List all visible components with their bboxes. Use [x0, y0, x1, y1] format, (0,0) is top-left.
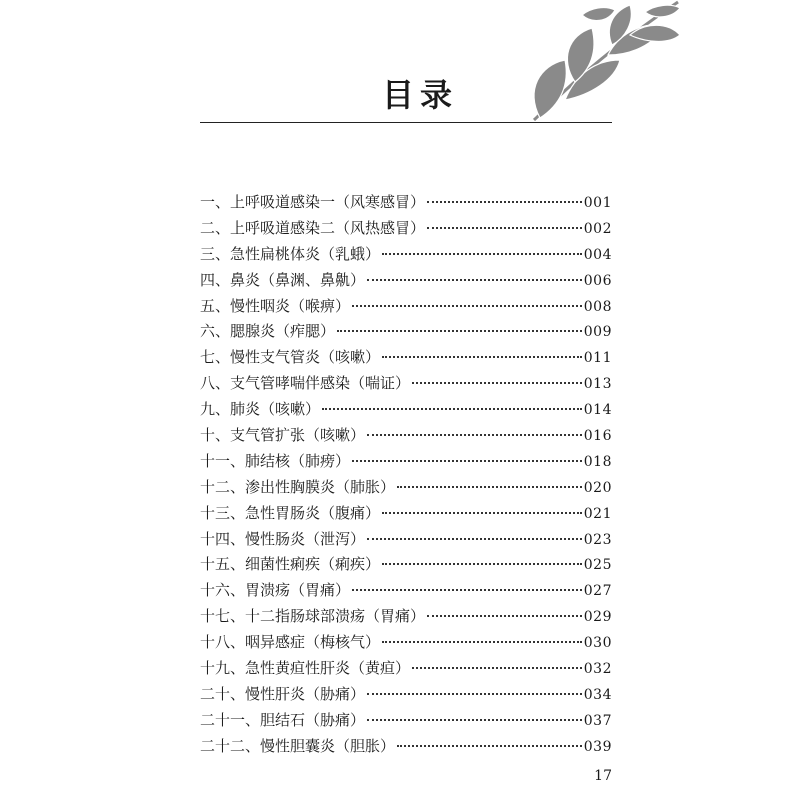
toc-entry[interactable]: [200, 708, 612, 734]
toc-entry[interactable]: [200, 242, 612, 268]
toc-entry[interactable]: [200, 630, 612, 656]
toc-entry[interactable]: [200, 397, 612, 423]
toc-entry[interactable]: [200, 527, 612, 553]
toc-entry-page: 016: [583, 428, 612, 445]
toc-entry[interactable]: [200, 190, 612, 216]
toc-entry-page: 004: [583, 246, 612, 263]
dot-leader: [382, 641, 582, 643]
dot-leader: [382, 253, 582, 255]
toc-entry[interactable]: [200, 345, 612, 371]
toc-entry-page: 034: [583, 686, 612, 703]
toc-entry-title: 五、慢性咽炎（喉痹）: [200, 296, 351, 315]
dot-leader: [382, 356, 582, 358]
toc-entry-page: 039: [583, 738, 612, 755]
toc-entry-title: 六、腮腺炎（痄腮）: [200, 322, 336, 341]
toc-entry-page: 025: [583, 557, 612, 574]
toc-entry-page: 023: [583, 531, 612, 548]
page-number: 17: [594, 768, 612, 784]
dot-leader: [382, 512, 582, 514]
toc-entry-page: 018: [583, 453, 612, 470]
dot-leader: [367, 693, 582, 695]
toc-entry[interactable]: [200, 216, 612, 242]
dot-leader: [367, 719, 582, 721]
toc-entry-page: 006: [583, 272, 612, 289]
toc-entry-title: 十三、急性胃肠炎（腹痛）: [200, 503, 381, 522]
toc-entry-page: 037: [583, 712, 612, 729]
dot-leader: [427, 615, 582, 617]
title-divider: [200, 122, 612, 123]
toc-entry[interactable]: [200, 371, 612, 397]
toc-entry[interactable]: [200, 268, 612, 294]
dot-leader: [367, 434, 582, 436]
dot-leader: [412, 382, 582, 384]
toc-entry[interactable]: [200, 449, 612, 475]
toc-entry-page: 027: [583, 583, 612, 600]
toc-entry-page: 020: [583, 479, 612, 496]
toc-entry-page: 032: [583, 661, 612, 678]
toc-entry[interactable]: [200, 294, 612, 320]
dot-leader: [352, 460, 582, 462]
toc-entry[interactable]: [200, 475, 612, 501]
dot-leader: [397, 486, 582, 488]
toc-entry-title: 二十一、胆结石（胁痛）: [200, 710, 366, 729]
toc-entry-page: 013: [583, 376, 612, 393]
toc-entry-title: 八、支气管哮喘伴感染（喘证）: [200, 374, 411, 393]
toc-entry-title: 十一、肺结核（肺痨）: [200, 451, 351, 470]
dot-leader: [337, 330, 582, 332]
toc-entry-title: 十八、咽异感症（梅核气）: [200, 633, 381, 652]
dot-leader: [427, 201, 582, 203]
toc-entry-page: 009: [583, 324, 612, 341]
toc-entry-title: 十二、渗出性胸膜炎（肺胀）: [200, 477, 396, 496]
dot-leader: [367, 279, 582, 281]
toc-entry[interactable]: [200, 656, 612, 682]
toc-entry-title: 二十、慢性肝炎（胁痛）: [200, 684, 366, 703]
toc-entry-page: 029: [583, 609, 612, 626]
toc-entry-page: 008: [583, 298, 612, 315]
toc-entry-title: 二、上呼吸道感染二（风热感冒）: [200, 218, 426, 237]
toc-entry-page: 001: [583, 195, 612, 211]
toc-entry[interactable]: [200, 682, 612, 708]
toc-entry-title: 十、支气管扩张（咳嗽）: [200, 426, 366, 445]
toc-entry-title: 十六、胃溃疡（胃痛）: [200, 581, 351, 600]
toc-entry[interactable]: [200, 423, 612, 449]
toc-entry-title: 十七、十二指肠球部溃疡（胃痛）: [200, 607, 426, 626]
toc-entry[interactable]: [200, 552, 612, 578]
toc-entry[interactable]: [200, 319, 612, 345]
toc-entry-title: 三、急性扁桃体炎（乳蛾）: [200, 244, 381, 263]
toc-entry-title: 十五、细菌性痢疾（痢疾）: [200, 555, 381, 574]
toc-entry-page: 021: [583, 505, 612, 522]
table-of-contents: [200, 190, 612, 760]
dot-leader: [382, 563, 582, 565]
dot-leader: [352, 305, 582, 307]
toc-entry-title: 九、肺炎（咳嗽）: [200, 400, 321, 419]
toc-entry-title: 四、鼻炎（鼻渊、鼻鼽）: [200, 270, 366, 289]
toc-entry-title: 一、上呼吸道感染一（风寒感冒）: [200, 193, 426, 211]
toc-entry-title: 十九、急性黄疸性肝炎（黄疸）: [200, 659, 411, 678]
toc-entry[interactable]: [200, 578, 612, 604]
dot-leader: [427, 227, 582, 229]
toc-entry[interactable]: [200, 501, 612, 527]
toc-entry-title: 二十二、慢性胆囊炎（胆胀）: [200, 736, 396, 755]
toc-entry-title: 七、慢性支气管炎（咳嗽）: [200, 348, 381, 367]
page-title: 目录: [381, 76, 458, 114]
toc-entry-title: 十四、慢性肠炎（泄泻）: [200, 529, 366, 548]
toc-entry-page: 030: [583, 635, 612, 652]
toc-entry-page: 002: [583, 220, 612, 237]
toc-entry[interactable]: [200, 604, 612, 630]
dot-leader: [412, 667, 582, 669]
toc-entry[interactable]: [200, 734, 612, 760]
dot-leader: [352, 589, 582, 591]
dot-leader: [322, 408, 582, 410]
toc-entry-page: 011: [583, 350, 612, 367]
dot-leader: [397, 745, 582, 747]
dot-leader: [367, 538, 582, 540]
toc-entry-page: 014: [583, 402, 612, 419]
